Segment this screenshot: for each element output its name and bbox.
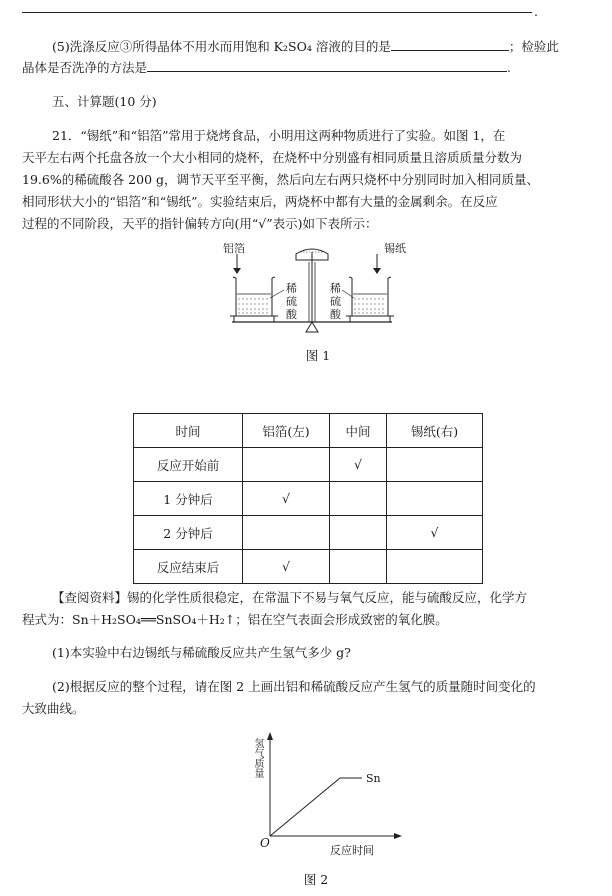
table-cell — [243, 448, 330, 482]
table-cell — [330, 516, 387, 550]
figure2-caption: 图 2 — [303, 872, 329, 887]
end-dot: . — [534, 4, 538, 19]
reference-info-line2: 程式为：Sn＋H₂SO₄══SnSO₄＋H₂↑；铝在空气表面会形成致密的氧化膜。 — [22, 612, 448, 627]
origin-label: O — [260, 836, 270, 850]
aluminum-foil-label: 铝箔 — [223, 242, 245, 255]
acid-char: 酸 — [330, 308, 341, 321]
pointer-direction-table — [133, 413, 483, 584]
q21-line: 相同形状大小的“铝箔”和“锡纸”。实验结束后，两烧杯中都有大量的金属剩余。在反应 — [22, 194, 498, 209]
acid-char: 稀 — [286, 282, 297, 295]
sn-curve — [270, 778, 362, 836]
table-cell: √ — [243, 482, 330, 516]
x-axis-label: 反应时间 — [330, 844, 374, 857]
end-dot: . — [507, 60, 511, 75]
table-row — [134, 448, 483, 482]
q5-text: (5)洗涤反应③所得晶体不用水而用饱和 K₂SO₄ 溶液的目的是 — [52, 39, 391, 54]
table-row — [134, 482, 483, 516]
y-axis-arrow — [267, 732, 273, 740]
q5-after-blank: ；检验此 — [508, 39, 559, 54]
acid-char: 硫 — [330, 295, 341, 308]
answer-blank-top — [22, 12, 532, 13]
table-row — [134, 550, 483, 584]
acid-char: 硫 — [286, 295, 297, 308]
table-header: 时间 — [134, 414, 243, 448]
table-cell-time: 2 分钟后 — [134, 516, 243, 550]
table-header: 中间 — [330, 414, 387, 448]
table-cell — [330, 482, 387, 516]
table-cell: √ — [330, 448, 387, 482]
q21-line: 过程的不同阶段，天平的指针偏转方向(用“√”表示)如下表所示： — [22, 216, 378, 231]
table-row — [134, 516, 483, 550]
table-cell — [243, 516, 330, 550]
table-cell: √ — [387, 516, 483, 550]
q5-line2 — [22, 58, 592, 78]
acid-char: 酸 — [286, 308, 297, 321]
figure1-caption: 图 1 — [305, 348, 331, 363]
answer-blank[interactable] — [391, 37, 509, 51]
section-title: 五、计算题(10 分) — [52, 94, 157, 109]
table-header: 锡纸(右) — [387, 414, 483, 448]
acid-char: 稀 — [330, 282, 341, 295]
reference-info-line1: 【查阅资料】锡的化学性质很稳定，在常温下不易与氧气反应，能与硫酸反应，化学方 — [52, 590, 528, 605]
acid-label-right — [330, 282, 342, 321]
y-axis-label-text: 氢气质量 — [252, 738, 263, 778]
figure2-hydrogen-graph — [250, 728, 410, 848]
table-header-row — [134, 414, 483, 448]
table-cell — [387, 448, 483, 482]
table-cell-time: 反应开始前 — [134, 448, 243, 482]
table-cell: √ — [243, 550, 330, 584]
table-cell-time: 反应结束后 — [134, 550, 243, 584]
q21-part1: (1)本实验中右边锡纸与稀硫酸反应共产生氢气多少 g? — [52, 645, 351, 660]
q21-part2-line2: 大致曲线。 — [22, 701, 85, 716]
table-cell — [330, 550, 387, 584]
q21-line: 21．“锡纸”和“铝箔”常用于烧烤食品，小明用这两种物质进行了实验。如图 1，在 — [52, 128, 506, 143]
sn-series-label: Sn — [366, 772, 381, 785]
answer-blank[interactable] — [147, 58, 507, 72]
table-cell — [387, 482, 483, 516]
q5-line2-text: 晶体是否洗净的方法是 — [22, 60, 148, 75]
q5-line1 — [52, 37, 592, 57]
table-cell-time: 1 分钟后 — [134, 482, 243, 516]
x-axis-arrow — [394, 833, 402, 839]
q21-line: 天平左右两个托盘各放一个大小相同的烧杯，在烧杯中分别盛有相同质量且溶质质量分数为 — [22, 150, 523, 165]
acid-label-left — [286, 282, 298, 321]
q21-line: 19.6%的稀硫酸各 200 g，调节天平至平衡，然后向左右两只烧杯中分别同时加入相同质量、 — [22, 172, 540, 187]
q21-part2-line1: (2)根据反应的整个过程，请在图 2 上画出铝和稀硫酸反应产生氢气的质量随时间变化的 — [52, 679, 536, 694]
table-cell — [387, 550, 483, 584]
tin-foil-label: 锡纸 — [384, 242, 406, 255]
y-axis-label — [251, 738, 263, 778]
table-header: 铝箔(左) — [243, 414, 330, 448]
